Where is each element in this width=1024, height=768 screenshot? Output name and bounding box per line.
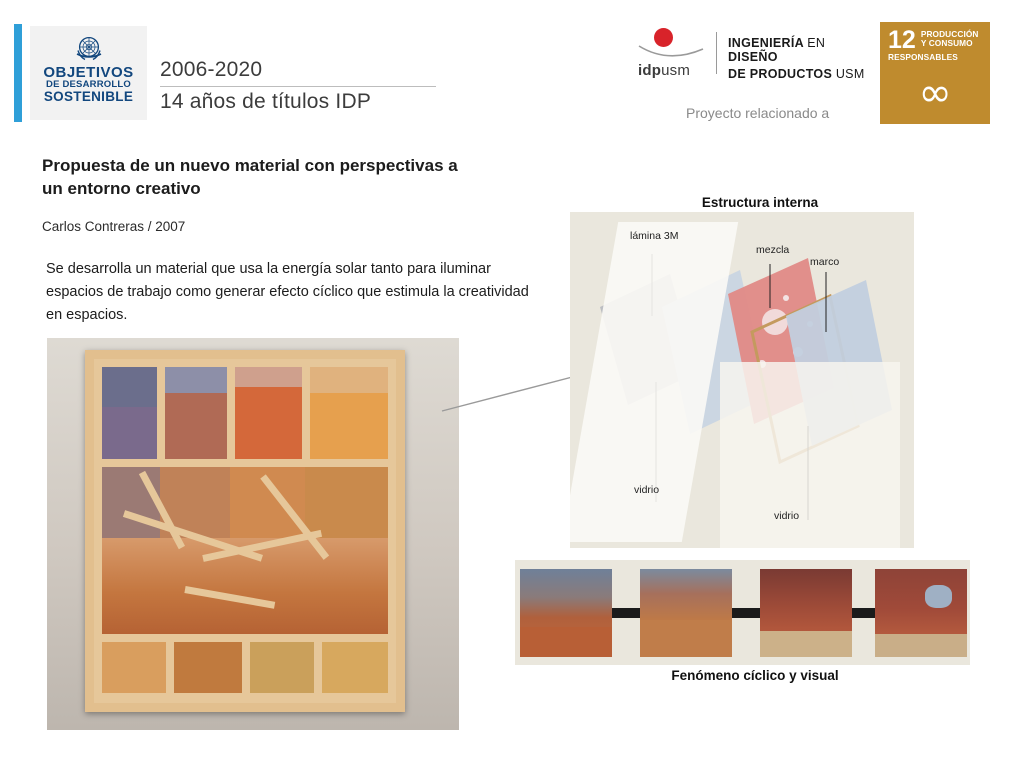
project-author: Carlos Contreras / 2007 xyxy=(42,219,186,234)
mullion-v1 xyxy=(157,359,165,462)
pane-12 xyxy=(305,462,396,538)
idp-usm-logo xyxy=(630,26,870,86)
mullion-v3 xyxy=(302,359,310,462)
callout-connector-dot-wrap xyxy=(440,355,590,415)
title-divider xyxy=(160,86,436,87)
mullion-v6 xyxy=(314,634,322,703)
idp-tag-diseno: DISEÑO xyxy=(728,50,778,64)
sdg-goal-text-line1: PRODUCCIÓN xyxy=(920,29,979,39)
blue-accent-bar xyxy=(14,24,22,122)
idp-tag-ingenieria: INGENIERÍA xyxy=(728,36,804,50)
header-subtitle: 14 años de títulos IDP xyxy=(160,90,372,113)
sdg-goal-number: 12 xyxy=(888,26,916,54)
un-emblem-icon xyxy=(74,32,104,62)
header-years: 2006-2020 xyxy=(160,58,263,81)
idp-tag-usm: USM xyxy=(835,67,865,81)
cycle-caption: Fenómeno cíclico y visual xyxy=(671,668,839,683)
wooden-frame xyxy=(85,350,405,712)
cycle-frame-1 xyxy=(520,569,612,657)
cycle-strip xyxy=(515,560,970,665)
idp-wordmark-light: usm xyxy=(661,62,691,79)
mullion-h1 xyxy=(94,459,396,467)
mullion-right xyxy=(388,359,396,703)
label-mezcla: mezcla xyxy=(756,244,790,256)
idp-wordmark-bold: idp xyxy=(638,62,662,79)
related-project-label: Proyecto relacionado a xyxy=(686,105,830,121)
cycle-frame-2 xyxy=(640,569,732,657)
pane-9 xyxy=(94,462,160,538)
sdg-logo-line3: SOSTENIBLE xyxy=(43,88,134,104)
mullion-v2 xyxy=(227,359,235,462)
sdg-logo-text xyxy=(43,65,133,104)
idp-tagline xyxy=(728,36,870,81)
idp-tagline-line1 xyxy=(728,36,870,64)
sdg-logo-line2: DE DESARROLLO xyxy=(46,79,131,91)
sdg-logo-line1: OBJETIVOS xyxy=(43,64,134,81)
pane-5 xyxy=(94,407,160,462)
label-vidrio-2: vidrio xyxy=(774,510,800,522)
window-photograph xyxy=(47,338,459,730)
pane-8 xyxy=(305,393,396,462)
idp-tag-en: EN xyxy=(807,36,826,50)
swoosh-icon xyxy=(638,40,704,62)
pane-6 xyxy=(160,393,229,462)
mullion-left xyxy=(94,359,102,703)
idp-vertical-rule xyxy=(716,32,717,74)
label-lamina-3m: lámina 3M xyxy=(630,230,679,242)
project-description: Se desarrolla un material que usa la energía solar tanto para iluminar espacios de trabajo como generar efecto cíclico que estimula la creatividad en espacios. xyxy=(46,261,529,324)
mullion-top xyxy=(94,359,396,367)
label-vidrio-1: vidrio xyxy=(634,484,660,496)
slide-header xyxy=(0,0,1024,140)
idp-tagline-line2 xyxy=(728,67,870,81)
internal-structure-diagram xyxy=(570,212,914,548)
label-marco: marco xyxy=(810,256,840,268)
title-block xyxy=(160,58,490,114)
frame-panes xyxy=(94,359,396,703)
cycle-frame-4 xyxy=(875,569,967,657)
mullion-v5 xyxy=(242,634,250,703)
sdg-goal-text-line3: RESPONSABLES xyxy=(888,52,958,62)
idp-tag-productos: DE PRODUCTOS xyxy=(728,67,833,81)
mullion-v4 xyxy=(166,634,174,703)
infinity-icon: ∞ xyxy=(918,70,952,117)
pane-7 xyxy=(230,387,306,463)
structure-title: Estructura interna xyxy=(701,195,819,210)
cycle-frame-3 xyxy=(760,569,852,657)
sdg-goal-12-badge xyxy=(880,22,990,124)
pane-11 xyxy=(230,462,306,538)
sdg-goal-text-line2: Y CONSUMO xyxy=(920,38,973,49)
sdg-logo xyxy=(30,26,147,120)
project-title: Propuesta de un nuevo material con perspectivas a un entorno creativo xyxy=(42,156,458,198)
diagram-shadow-2 xyxy=(720,362,900,548)
idp-wordmark xyxy=(638,62,690,79)
